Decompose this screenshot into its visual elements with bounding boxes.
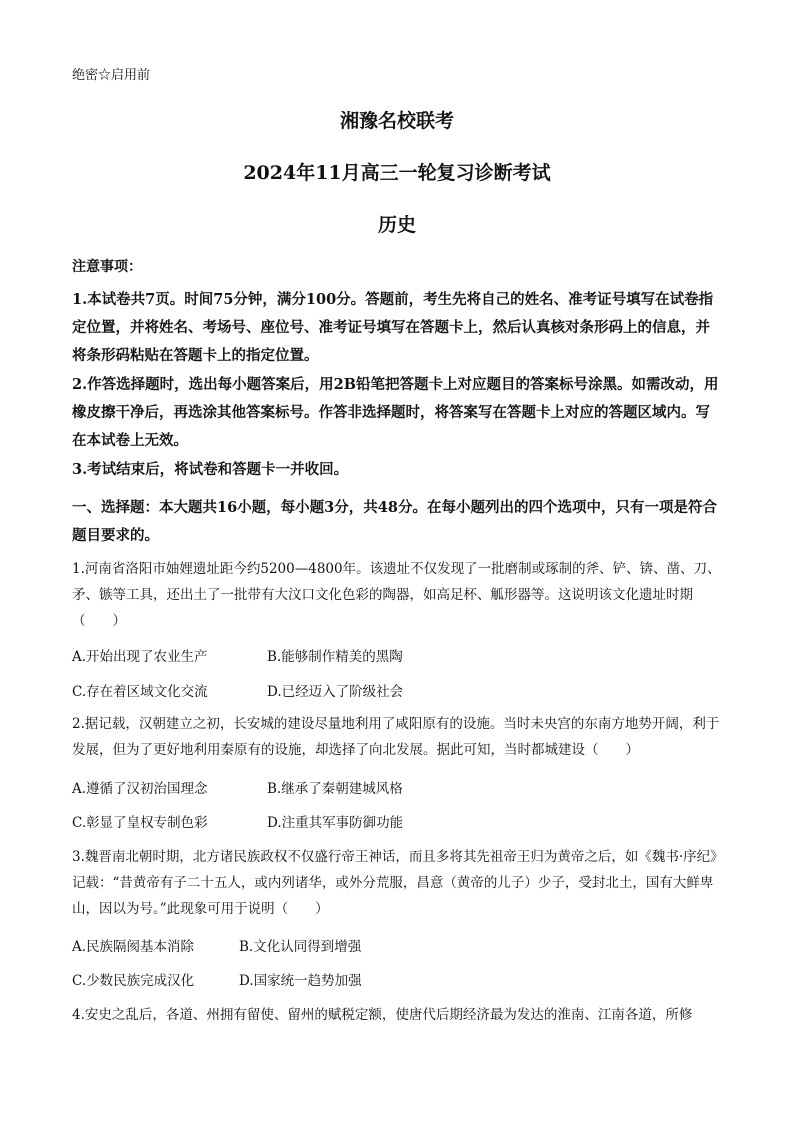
option-b: B.继承了秦朝建城风格 xyxy=(267,781,403,797)
option-b: B.文化认同得到增强 xyxy=(239,939,362,955)
exam-title: 湘豫名校联考 xyxy=(339,110,454,132)
notice-heading: 注意事项： xyxy=(72,259,142,275)
option-d: D.注重其军事防御功能 xyxy=(267,815,404,831)
notice-item-1: 1.本试卷共7页。时间75分钟，满分100分。答题前，考生先将自己的姓名、准考证号填写在试卷指定位置，并将姓名、考场号、座位号、准考证号填写在答题卡上，然后认真核对条形码上的信息，并将条形码粘贴在答题卡上的指定位置。 xyxy=(72,291,714,364)
option-a: A.民族隔阂基本消除 xyxy=(72,939,195,955)
question-1-stem: 1.河南省洛阳市妯娌遗址距今约5200—4800年。该遗址不仅发现了一批磨制或琢制的斧、铲、锛、凿、刀、矛、镞等工具，还出土了一批带有大汶口文化色彩的陶器，如高足杯、觚形器等。这说明该文化遗址时期（ ） xyxy=(72,561,721,629)
section-heading: 一、选择题：本大题共16小题，每小题3分，共48分。在每小题列出的四个选项中，只有一项是符合题目要求的。 xyxy=(72,499,717,544)
subject-title: 历史 xyxy=(377,214,416,236)
secret-label: 绝密☆启用前 xyxy=(72,68,151,83)
question-3-stem: 3.魏晋南北朝时期，北方诸民族政权不仅盛行帝王神话，而且多将其先祖帝王归为黄帝之后，如《魏书·序纪》记载：“昔黄帝有子二十五人，或内列诸华，或外分荒服，昌意（黄帝的儿子）少子，受封北土，国有大鲜卑山，因以为号。”此现象可用于说明（ ） xyxy=(72,849,717,917)
question-2-stem: 2.据记载，汉朝建立之初，长安城的建设尽量地利用了咸阳原有的设施。当时未央宫的东南方地势开阔，利于发展，但为了更好地利用秦原有的设施，却选择了向北发展。据此可知，当时都城建设（ ） xyxy=(72,716,720,758)
option-c: C.少数民族完成汉化 xyxy=(72,973,195,989)
option-a: A.开始出现了农业生产 xyxy=(72,649,208,665)
option-c: C.存在着区域文化交流 xyxy=(72,684,208,700)
option-d: D.已经迈入了阶级社会 xyxy=(267,684,404,700)
question-4-stem: 4.安史之乱后，各道、州拥有留使、留州的赋税定额，使唐代后期经济最为发达的淮南、江南各道，所修 xyxy=(72,1007,693,1023)
option-b: B.能够制作精美的黑陶 xyxy=(267,649,403,665)
notice-item-3: 3.考试结束后，将试卷和答题卡一并收回。 xyxy=(72,461,349,478)
option-c: C.彰显了皇权专制色彩 xyxy=(72,815,208,831)
option-a: A.遵循了汉初治国理念 xyxy=(72,781,208,797)
exam-subtitle: 2024年11月高三一轮复习诊断考试 xyxy=(243,162,551,184)
notice-item-2: 2.作答选择题时，选出每小题答案后，用2B铅笔把答题卡上对应题目的答案标号涂黑。如需改动，用橡皮擦干净后，再选涂其他答案标号。作答非选择题时，将答案写在答题卡上对应的答题区域内。写在本试卷上无效。 xyxy=(72,376,719,449)
option-d: D.国家统一趋势加强 xyxy=(239,973,362,989)
